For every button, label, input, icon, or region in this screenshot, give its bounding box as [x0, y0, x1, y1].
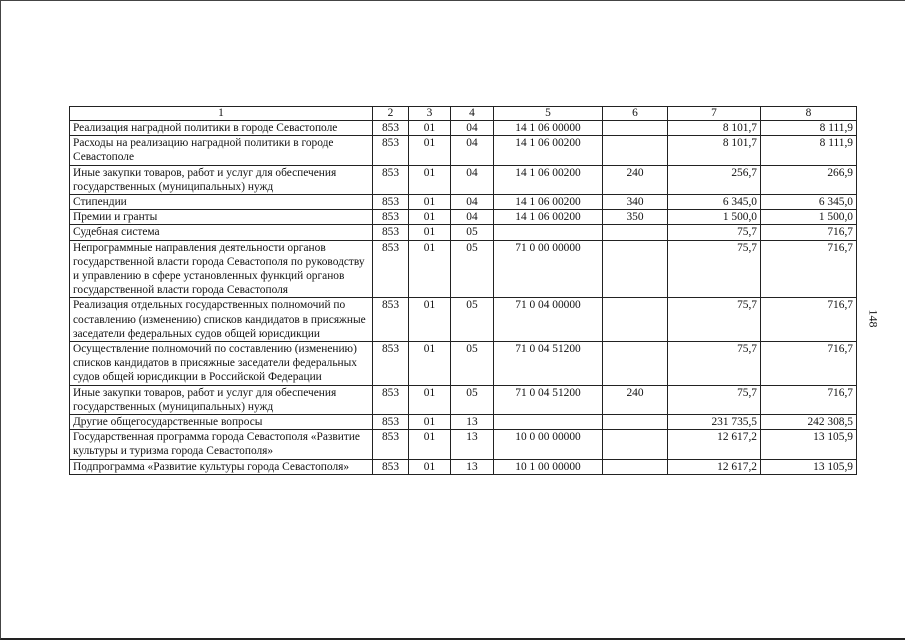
target-article-cell: 10 0 00 00000 [494, 430, 603, 459]
target-article-cell: 14 1 06 00200 [494, 195, 603, 210]
expense-type-cell: 350 [603, 210, 668, 225]
section-cell: 01 [409, 210, 451, 225]
header-cell: 8 [761, 107, 857, 121]
header-row [70, 107, 857, 121]
subsection-cell: 05 [451, 298, 494, 342]
item-name-cell: Непрограммные направления деятельности органов государственной власти города Севастополя по руководству и управлению в сфере установленных функций органов государственной власти города Севастополя [70, 240, 373, 298]
code-cell: 853 [373, 195, 409, 210]
amount-cell: 13 105,9 [761, 430, 857, 459]
table-row [70, 136, 857, 165]
target-article-cell: 71 0 04 00000 [494, 298, 603, 342]
code-cell: 853 [373, 298, 409, 342]
amount-cell: 266,9 [761, 165, 857, 194]
header-cell: 7 [668, 107, 761, 121]
target-article-cell: 14 1 06 00200 [494, 136, 603, 165]
header-cell: 1 [70, 107, 373, 121]
table-body [70, 107, 857, 475]
table-row [70, 459, 857, 474]
amount-cell: 8 101,7 [668, 121, 761, 136]
amount-cell: 716,7 [761, 385, 857, 414]
section-cell: 01 [409, 415, 451, 430]
table-row [70, 195, 857, 210]
subsection-cell: 05 [451, 342, 494, 386]
expense-type-cell [603, 342, 668, 386]
item-name-cell: Реализация отдельных государственных полномочий по составлению (изменению) списков кандидатов в присяжные заседатели федеральных судов общей юрисдикции [70, 298, 373, 342]
header-cell: 2 [373, 107, 409, 121]
table-row [70, 225, 857, 240]
amount-cell: 12 617,2 [668, 459, 761, 474]
table-row [70, 430, 857, 459]
subsection-cell: 05 [451, 385, 494, 414]
expense-type-cell: 240 [603, 385, 668, 414]
expense-type-cell [603, 415, 668, 430]
expense-type-cell [603, 136, 668, 165]
amount-cell: 75,7 [668, 298, 761, 342]
amount-cell: 716,7 [761, 240, 857, 298]
header-cell: 6 [603, 107, 668, 121]
amount-cell: 6 345,0 [668, 195, 761, 210]
section-cell: 01 [409, 165, 451, 194]
item-name-cell: Судебная система [70, 225, 373, 240]
amount-cell: 8 101,7 [668, 136, 761, 165]
amount-cell: 716,7 [761, 342, 857, 386]
code-cell: 853 [373, 240, 409, 298]
table-row [70, 121, 857, 136]
amount-cell: 716,7 [761, 225, 857, 240]
expense-type-cell: 340 [603, 195, 668, 210]
amount-cell: 256,7 [668, 165, 761, 194]
amount-cell: 8 111,9 [761, 136, 857, 165]
code-cell: 853 [373, 210, 409, 225]
subsection-cell: 13 [451, 415, 494, 430]
header-cell: 4 [451, 107, 494, 121]
table-row [70, 298, 857, 342]
amount-cell: 242 308,5 [761, 415, 857, 430]
subsection-cell: 04 [451, 121, 494, 136]
section-cell: 01 [409, 298, 451, 342]
amount-cell: 6 345,0 [761, 195, 857, 210]
target-article-cell: 71 0 04 51200 [494, 385, 603, 414]
section-cell: 01 [409, 240, 451, 298]
code-cell: 853 [373, 225, 409, 240]
subsection-cell: 05 [451, 240, 494, 298]
amount-cell: 8 111,9 [761, 121, 857, 136]
table-row [70, 210, 857, 225]
amount-cell: 12 617,2 [668, 430, 761, 459]
expense-type-cell [603, 121, 668, 136]
item-name-cell: Премии и гранты [70, 210, 373, 225]
section-cell: 01 [409, 430, 451, 459]
item-name-cell: Расходы на реализацию наградной политики в городе Севастополе [70, 136, 373, 165]
code-cell: 853 [373, 459, 409, 474]
section-cell: 01 [409, 121, 451, 136]
amount-cell: 75,7 [668, 342, 761, 386]
item-name-cell: Осуществление полномочий по составлению (изменению) списков кандидатов в присяжные заседатели федеральных судов общей юрисдикции в Российской Федерации [70, 342, 373, 386]
item-name-cell: Подпрограмма «Развитие культуры города Севастополя» [70, 459, 373, 474]
expense-type-cell [603, 430, 668, 459]
amount-cell: 75,7 [668, 225, 761, 240]
section-cell: 01 [409, 342, 451, 386]
section-cell: 01 [409, 195, 451, 210]
item-name-cell: Иные закупки товаров, работ и услуг для обеспечения государственных (муниципальных) нужд [70, 385, 373, 414]
item-name-cell: Другие общегосударственные вопросы [70, 415, 373, 430]
target-article-cell: 14 1 06 00200 [494, 210, 603, 225]
code-cell: 853 [373, 385, 409, 414]
subsection-cell: 05 [451, 225, 494, 240]
subsection-cell: 13 [451, 430, 494, 459]
budget-table [69, 106, 857, 475]
target-article-cell: 14 1 06 00200 [494, 165, 603, 194]
target-article-cell: 14 1 06 00000 [494, 121, 603, 136]
target-article-cell: 71 0 04 51200 [494, 342, 603, 386]
amount-cell: 716,7 [761, 298, 857, 342]
expense-type-cell [603, 459, 668, 474]
item-name-cell: Государственная программа города Севастополя «Развитие культуры и туризма города Севастополя» [70, 430, 373, 459]
page-number: 148 [866, 309, 881, 328]
table-row [70, 385, 857, 414]
amount-cell: 1 500,0 [668, 210, 761, 225]
expense-type-cell [603, 225, 668, 240]
target-article-cell [494, 225, 603, 240]
section-cell: 01 [409, 225, 451, 240]
table-row [70, 415, 857, 430]
subsection-cell: 04 [451, 165, 494, 194]
item-name-cell: Реализация наградной политики в городе Севастополе [70, 121, 373, 136]
expense-type-cell: 240 [603, 165, 668, 194]
expense-type-cell [603, 298, 668, 342]
section-cell: 01 [409, 385, 451, 414]
section-cell: 01 [409, 459, 451, 474]
amount-cell: 13 105,9 [761, 459, 857, 474]
amount-cell: 1 500,0 [761, 210, 857, 225]
section-cell: 01 [409, 136, 451, 165]
item-name-cell: Стипендии [70, 195, 373, 210]
subsection-cell: 04 [451, 136, 494, 165]
table-row [70, 165, 857, 194]
item-name-cell: Иные закупки товаров, работ и услуг для обеспечения государственных (муниципальных) нужд [70, 165, 373, 194]
header-cell: 5 [494, 107, 603, 121]
subsection-cell: 04 [451, 210, 494, 225]
code-cell: 853 [373, 415, 409, 430]
amount-cell: 75,7 [668, 240, 761, 298]
amount-cell: 75,7 [668, 385, 761, 414]
table-row [70, 240, 857, 298]
code-cell: 853 [373, 121, 409, 136]
code-cell: 853 [373, 136, 409, 165]
code-cell: 853 [373, 430, 409, 459]
header-cell: 3 [409, 107, 451, 121]
expense-type-cell [603, 240, 668, 298]
target-article-cell: 10 1 00 00000 [494, 459, 603, 474]
subsection-cell: 13 [451, 459, 494, 474]
subsection-cell: 04 [451, 195, 494, 210]
table-row [70, 342, 857, 386]
target-article-cell [494, 415, 603, 430]
code-cell: 853 [373, 165, 409, 194]
code-cell: 853 [373, 342, 409, 386]
amount-cell: 231 735,5 [668, 415, 761, 430]
target-article-cell: 71 0 00 00000 [494, 240, 603, 298]
